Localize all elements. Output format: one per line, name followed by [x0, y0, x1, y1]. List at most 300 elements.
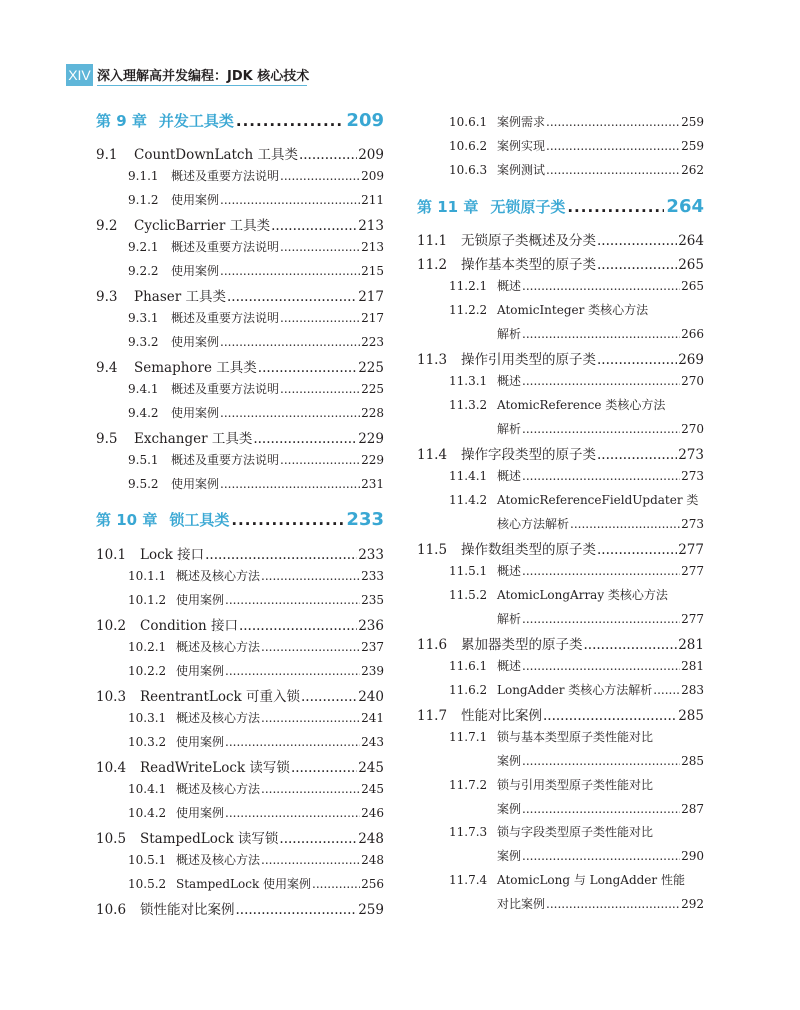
- toc-entry-title: Lock 接口: [140, 547, 205, 563]
- toc-entry-title: 锁工具类: [169, 511, 230, 529]
- toc-page-number: 235: [361, 593, 384, 607]
- toc-page-number: 228: [361, 406, 384, 420]
- toc-entry[interactable]: [96, 875, 384, 895]
- toc-page-number: 245: [361, 782, 384, 796]
- toc-entry-number: 9.1.2: [128, 193, 159, 207]
- toc-entry-number: 10.3.2: [128, 735, 167, 749]
- toc-entry-number: 第 10 章: [96, 511, 158, 529]
- toc-entry-title: 使用案例: [171, 477, 220, 491]
- toc-entry-title: 使用案例: [176, 664, 225, 678]
- toc-leader-dots: [227, 289, 357, 305]
- toc-entry[interactable]: [96, 662, 384, 682]
- toc-chapter-entry[interactable]: [417, 196, 704, 216]
- toc-entry[interactable]: [417, 586, 704, 606]
- toc-leader-dots: [522, 612, 680, 626]
- toc-entry[interactable]: [96, 380, 384, 400]
- toc-entry-title: 锁与字段类型原子类性能对比: [497, 825, 654, 839]
- toc-page-number: 269: [678, 352, 704, 368]
- toc-page-number: 264: [678, 233, 704, 249]
- toc-leader-dots: [597, 257, 677, 273]
- toc-entry[interactable]: [417, 137, 704, 157]
- toc-entry[interactable]: [417, 491, 704, 511]
- toc-entry[interactable]: [96, 356, 384, 376]
- toc-entry-number: 9.2.2: [128, 264, 159, 278]
- toc-leader-dots: [522, 754, 680, 768]
- toc-entry[interactable]: [96, 427, 384, 447]
- toc-leader-dots: [546, 897, 680, 911]
- toc-leader-dots: [225, 735, 360, 749]
- toc-entry[interactable]: [417, 776, 704, 796]
- toc-page-number: 281: [681, 659, 704, 673]
- toc-entry[interactable]: [417, 301, 704, 321]
- toc-entry-title: 使用案例: [171, 264, 220, 278]
- toc-entry[interactable]: [417, 396, 704, 416]
- toc-page-number: 273: [678, 447, 704, 463]
- toc-entry-title: 使用案例: [171, 335, 220, 349]
- toc-entry-number: 10.6.3: [449, 163, 488, 177]
- toc-entry-title: 案例需求: [497, 115, 546, 129]
- toc-entry-title: 概述及重要方法说明: [171, 453, 280, 467]
- toc-entry-title: 概述及重要方法说明: [171, 311, 280, 325]
- toc-leader-dots: [522, 279, 680, 293]
- toc-leader-dots: [597, 447, 677, 463]
- toc-entry-number: 9.5.2: [128, 477, 159, 491]
- toc-entry-title: 案例测试: [497, 163, 546, 177]
- toc-leader-dots: [291, 760, 357, 776]
- toc-leader-dots: [261, 711, 360, 725]
- toc-entry-title: 案例: [497, 754, 522, 768]
- running-header: [66, 64, 310, 86]
- toc-entry[interactable]: [96, 709, 384, 729]
- toc-entry[interactable]: [417, 229, 704, 249]
- toc-leader-dots: [261, 782, 360, 796]
- toc-page-number: 233: [358, 547, 384, 563]
- toc-entry[interactable]: [417, 681, 704, 701]
- toc-entry-title: 性能对比案例: [461, 708, 542, 724]
- toc-entry-title: 核心方法解析: [497, 517, 570, 531]
- toc-page-number: 285: [678, 708, 704, 724]
- toc-entry-continuation[interactable]: [417, 325, 704, 345]
- toc-entry-title: 概述及重要方法说明: [171, 240, 280, 254]
- toc-page-number: 209: [358, 147, 384, 163]
- toc-entry-number: 10.4: [96, 760, 127, 776]
- toc-entry[interactable]: [96, 143, 384, 163]
- toc-entry[interactable]: [417, 161, 704, 181]
- toc-entry[interactable]: [96, 804, 384, 824]
- toc-entry-title: Phaser 工具类: [134, 289, 226, 305]
- toc-entry[interactable]: [96, 733, 384, 753]
- toc-page-number: 266: [681, 327, 704, 341]
- toc-entry[interactable]: [96, 685, 384, 705]
- toc-entry-title: 使用案例: [171, 193, 220, 207]
- toc-entry-title: 解析: [497, 612, 522, 626]
- toc-entry[interactable]: [417, 633, 704, 653]
- toc-entry-number: 10.1: [96, 547, 127, 563]
- toc-entry-number: 9.2: [96, 218, 118, 234]
- toc-leader-dots: [522, 564, 680, 578]
- toc-page-number: 245: [358, 760, 384, 776]
- toc-entry-title: 概述: [497, 469, 522, 483]
- toc-leader-dots: [236, 112, 345, 130]
- toc-entry-title: 案例实现: [497, 139, 546, 153]
- toc-leader-dots: [220, 406, 360, 420]
- toc-leader-dots: [543, 708, 677, 724]
- toc-entry-title: 锁与基本类型原子类性能对比: [497, 730, 654, 744]
- toc-leader-dots: [225, 664, 360, 678]
- toc-entry-title: ReadWriteLock 读写锁: [140, 760, 290, 776]
- toc-page-number: 277: [681, 612, 704, 626]
- toc-entry-number: 11.3.1: [449, 374, 488, 388]
- toc-page-number: 270: [681, 422, 704, 436]
- toc-leader-dots: [567, 198, 664, 216]
- toc-entry-number: 11.2.1: [449, 279, 488, 293]
- toc-leader-dots: [570, 517, 680, 531]
- toc-entry-title: 操作数组类型的原子类: [461, 542, 596, 558]
- toc-entry-continuation[interactable]: [417, 895, 704, 915]
- toc-entry-number: 9.2.1: [128, 240, 159, 254]
- toc-leader-dots: [280, 382, 360, 396]
- toc-entry[interactable]: [96, 404, 384, 424]
- toc-leader-dots: [522, 422, 680, 436]
- toc-leader-dots: [231, 511, 344, 529]
- toc-entry[interactable]: [96, 285, 384, 305]
- toc-entry-number: 11.7.3: [449, 825, 488, 839]
- toc-entry[interactable]: [96, 191, 384, 211]
- toc-entry-number: 10.5.2: [128, 877, 167, 891]
- toc-page-number: 231: [361, 477, 384, 491]
- toc-entry-number: 11.7.4: [449, 873, 488, 887]
- toc-entry-title: 解析: [497, 422, 522, 436]
- toc-page-number: 229: [358, 431, 384, 447]
- toc-entry-continuation[interactable]: [417, 752, 704, 772]
- toc-entry-title: CountDownLatch 工具类: [134, 147, 298, 163]
- toc-entry-title: 解析: [497, 327, 522, 341]
- toc-entry-title: 锁性能对比案例: [140, 902, 235, 918]
- toc-entry-number: 10.4.1: [128, 782, 167, 796]
- toc-entry-title: 累加器类型的原子类: [461, 637, 583, 653]
- toc-entry[interactable]: [96, 214, 384, 234]
- toc-entry-title: 无锁原子类: [490, 198, 566, 216]
- toc-page-number: 270: [681, 374, 704, 388]
- toc-page-number: 283: [681, 683, 704, 697]
- toc-entry-title: 使用案例: [171, 406, 220, 420]
- toc-entry-title: 操作字段类型的原子类: [461, 447, 596, 463]
- toc-page-number: 259: [358, 902, 384, 918]
- toc-page-number: 215: [361, 264, 384, 278]
- toc-entry[interactable]: [417, 823, 704, 843]
- toc-entry-number: 10.6.2: [449, 139, 488, 153]
- toc-entry[interactable]: [96, 543, 384, 563]
- toc-page-number: 209: [346, 110, 384, 131]
- toc-page-number: 239: [361, 664, 384, 678]
- toc-entry-title: AtomicLong 与 LongAdder 性能: [497, 873, 685, 887]
- toc-page-number: 233: [361, 569, 384, 583]
- toc-entry-title: 使用案例: [176, 735, 225, 749]
- toc-entry-number: 10.1.1: [128, 569, 167, 583]
- toc-leader-dots: [261, 853, 360, 867]
- toc-entry-number: 11.6.2: [449, 683, 488, 697]
- toc-leader-dots: [653, 683, 680, 697]
- toc-entry-title: ReentrantLock 可重入锁: [140, 689, 301, 705]
- toc-entry-title: 概述: [497, 564, 522, 578]
- toc-entry-continuation[interactable]: [417, 610, 704, 630]
- toc-page-number: 217: [361, 311, 384, 325]
- toc-entry[interactable]: [96, 614, 384, 634]
- toc-page-number: 223: [361, 335, 384, 349]
- toc-page-number: 281: [678, 637, 704, 653]
- toc-entry-title: 使用案例: [176, 593, 225, 607]
- toc-chapter-entry[interactable]: [96, 110, 384, 130]
- toc-entry-continuation[interactable]: [417, 800, 704, 820]
- toc-leader-dots: [261, 640, 360, 654]
- toc-leader-dots: [522, 469, 680, 483]
- toc-entry-number: 9.1.1: [128, 169, 159, 183]
- toc-entry[interactable]: [417, 348, 704, 368]
- toc-leader-dots: [522, 802, 680, 816]
- toc-entry-title: 并发工具类: [158, 112, 234, 130]
- toc-entry-title: 对比案例: [497, 897, 546, 911]
- toc-leader-dots: [279, 831, 357, 847]
- toc-entry-title: 概述: [497, 659, 522, 673]
- toc-entry[interactable]: [96, 167, 384, 187]
- toc-entry-number: 11.6: [417, 637, 448, 653]
- toc-entry[interactable]: [417, 372, 704, 392]
- toc-entry-title: 概述及核心方法: [176, 640, 261, 654]
- toc-entry-title: 概述: [497, 279, 522, 293]
- toc-entry-number: 10.2: [96, 618, 127, 634]
- toc-page-number: 211: [361, 193, 384, 207]
- toc-leader-dots: [220, 193, 360, 207]
- toc-entry-number: 9.1: [96, 147, 118, 163]
- toc-page-number: 213: [358, 218, 384, 234]
- toc-entry-number: 9.4.1: [128, 382, 159, 396]
- toc-entry-number: 10.3.1: [128, 711, 167, 725]
- toc-entry[interactable]: [417, 253, 704, 273]
- toc-entry-number: 11.3: [417, 352, 448, 368]
- toc-entry-number: 9.4: [96, 360, 118, 376]
- toc-leader-dots: [225, 806, 360, 820]
- toc-entry-title: Condition 接口: [140, 618, 238, 634]
- toc-entry[interactable]: [96, 591, 384, 611]
- toc-leader-dots: [280, 240, 360, 254]
- toc-leader-dots: [258, 360, 357, 376]
- toc-entry-title: 无锁原子类概述及分类: [461, 233, 596, 249]
- toc-entry[interactable]: [417, 704, 704, 724]
- toc-leader-dots: [220, 477, 360, 491]
- toc-entry-number: 9.3.1: [128, 311, 159, 325]
- toc-entry-title: 操作基本类型的原子类: [461, 257, 596, 273]
- toc-page-number: 225: [361, 382, 384, 396]
- toc-page-number: 240: [358, 689, 384, 705]
- toc-entry[interactable]: [417, 277, 704, 297]
- toc-page-number: 290: [681, 849, 704, 863]
- toc-entry[interactable]: [417, 728, 704, 748]
- toc-entry-number: 10.5: [96, 831, 127, 847]
- toc-entry-number: 9.5: [96, 431, 118, 447]
- toc-entry-number: 9.4.2: [128, 406, 159, 420]
- toc-entry-title: 案例: [497, 849, 522, 863]
- toc-page-number: 217: [358, 289, 384, 305]
- toc-page-number: 259: [681, 139, 704, 153]
- toc-entry[interactable]: [96, 756, 384, 776]
- toc-entry[interactable]: [417, 113, 704, 133]
- toc-entry-number: 11.3.2: [449, 398, 488, 412]
- book-title: 深入理解高并发编程：JDK 核心技术: [97, 69, 310, 84]
- toc-entry-title: 案例: [497, 802, 522, 816]
- toc-entry-number: 11.2.2: [449, 303, 488, 317]
- toc-leader-dots: [225, 593, 360, 607]
- toc-entry-number: 11.4.2: [449, 493, 488, 507]
- toc-entry[interactable]: [417, 657, 704, 677]
- toc-page-number: 273: [681, 517, 704, 531]
- toc-entry-number: 11.7.2: [449, 778, 488, 792]
- toc-page-number: 209: [361, 169, 384, 183]
- toc-entry-number: 10.2.1: [128, 640, 167, 654]
- toc-entry-number: 10.6.1: [449, 115, 488, 129]
- toc-leader-dots: [522, 849, 680, 863]
- toc-entry-number: 10.1.2: [128, 593, 167, 607]
- toc-leader-dots: [236, 902, 358, 918]
- toc-entry[interactable]: [96, 780, 384, 800]
- toc-entry-title: 概述及重要方法说明: [171, 169, 280, 183]
- toc-entry[interactable]: [96, 262, 384, 282]
- toc-entry-title: 概述: [497, 374, 522, 388]
- toc-entry[interactable]: [417, 538, 704, 558]
- toc-entry-continuation[interactable]: [417, 515, 704, 535]
- page-number-badge: XIV: [66, 64, 93, 86]
- toc-entry-title: AtomicInteger 类核心方法: [497, 303, 649, 317]
- toc-entry-number: 11.5.2: [449, 588, 488, 602]
- toc-page-number: 277: [681, 564, 704, 578]
- toc-entry[interactable]: [96, 567, 384, 587]
- toc-page-number: 292: [681, 897, 704, 911]
- toc-entry-number: 10.3: [96, 689, 127, 705]
- toc-entry-continuation[interactable]: [417, 847, 704, 867]
- toc-entry[interactable]: [417, 871, 704, 891]
- toc-entry-title: 概述及核心方法: [176, 782, 261, 796]
- toc-entry-title: StampedLock 使用案例: [176, 877, 312, 891]
- toc-leader-dots: [312, 877, 360, 891]
- toc-entry[interactable]: [417, 443, 704, 463]
- toc-entry-number: 9.3.2: [128, 335, 159, 349]
- toc-entry-number: 11.5: [417, 542, 448, 558]
- toc-leader-dots: [546, 139, 680, 153]
- toc-entry-title: AtomicLongArray 类核心方法: [497, 588, 668, 602]
- toc-entry[interactable]: [96, 827, 384, 847]
- toc-leader-dots: [597, 352, 677, 368]
- toc-entry-title: 使用案例: [176, 806, 225, 820]
- toc-page-number: 287: [681, 802, 704, 816]
- toc-entry[interactable]: [417, 467, 704, 487]
- toc-entry[interactable]: [96, 309, 384, 329]
- toc-page-number: 277: [678, 542, 704, 558]
- toc-entry[interactable]: [96, 333, 384, 353]
- toc-leader-dots: [239, 618, 357, 634]
- toc-entry-number: 11.7: [417, 708, 448, 724]
- toc-page-number: 233: [346, 509, 384, 530]
- toc-entry-number: 11.7.1: [449, 730, 488, 744]
- toc-entry-number: 9.3: [96, 289, 118, 305]
- toc-entry-title: Semaphore 工具类: [134, 360, 257, 376]
- toc-entry[interactable]: [96, 851, 384, 871]
- toc-entry-title: LongAdder 类核心方法解析: [497, 683, 653, 697]
- toc-chapter-entry[interactable]: [96, 509, 384, 529]
- toc-entry[interactable]: [96, 238, 384, 258]
- toc-page-number: 248: [358, 831, 384, 847]
- toc-page-number: 213: [361, 240, 384, 254]
- toc-leader-dots: [280, 453, 360, 467]
- toc-entry[interactable]: [96, 638, 384, 658]
- toc-leader-dots: [546, 163, 680, 177]
- toc-entry-title: AtomicReference 类核心方法: [497, 398, 666, 412]
- toc-entry-title: 概述及核心方法: [176, 569, 261, 583]
- toc-entry-title: StampedLock 读写锁: [140, 831, 279, 847]
- toc-leader-dots: [205, 547, 357, 563]
- toc-page-number: 259: [681, 115, 704, 129]
- toc-page-number: 248: [361, 853, 384, 867]
- toc-page-number: 265: [678, 257, 704, 273]
- toc-entry-number: 10.6: [96, 902, 127, 918]
- toc-leader-dots: [522, 327, 680, 341]
- toc-leader-dots: [584, 637, 678, 653]
- toc-page-number: 264: [666, 196, 704, 217]
- toc-page-number: 273: [681, 469, 704, 483]
- toc-leader-dots: [597, 233, 677, 249]
- toc-leader-dots: [220, 264, 360, 278]
- toc-page-number: 237: [361, 640, 384, 654]
- toc-entry-title: 概述及核心方法: [176, 711, 261, 725]
- toc-entry-continuation[interactable]: [417, 420, 704, 440]
- toc-leader-dots: [220, 335, 360, 349]
- toc-page-number: 243: [361, 735, 384, 749]
- toc-entry-number: 11.4: [417, 447, 448, 463]
- toc-page-number: 241: [361, 711, 384, 725]
- toc-entry-title: 操作引用类型的原子类: [461, 352, 596, 368]
- toc-entry-title: Exchanger 工具类: [134, 431, 253, 447]
- header-rule: [97, 85, 307, 86]
- toc-entry-number: 第 11 章: [417, 198, 479, 216]
- toc-entry-number: 11.5.1: [449, 564, 488, 578]
- toc-entry-number: 11.6.1: [449, 659, 488, 673]
- toc-leader-dots: [299, 147, 357, 163]
- toc-page-number: 229: [361, 453, 384, 467]
- toc-entry-title: 概述及重要方法说明: [171, 382, 280, 396]
- toc-entry-number: 11.2: [417, 257, 448, 273]
- toc-page-number: 225: [358, 360, 384, 376]
- toc-page-number: 256: [361, 877, 384, 891]
- toc-leader-dots: [522, 374, 680, 388]
- toc-entry[interactable]: [417, 562, 704, 582]
- toc-leader-dots: [301, 689, 357, 705]
- toc-leader-dots: [261, 569, 360, 583]
- toc-entry-title: AtomicReferenceFieldUpdater 类: [497, 493, 699, 507]
- toc-entry[interactable]: [96, 898, 384, 918]
- toc-entry-number: 11.4.1: [449, 469, 488, 483]
- toc-entry-title: 概述及核心方法: [176, 853, 261, 867]
- toc-leader-dots: [597, 542, 677, 558]
- toc-page-number: 246: [361, 806, 384, 820]
- toc-entry-number: 9.5.1: [128, 453, 159, 467]
- toc-leader-dots: [280, 169, 360, 183]
- toc-page-number: 236: [358, 618, 384, 634]
- toc-entry-number: 10.2.2: [128, 664, 167, 678]
- toc-entry-title: 锁与引用类型原子类性能对比: [497, 778, 654, 792]
- toc-page-number: 265: [681, 279, 704, 293]
- toc-page-number: 285: [681, 754, 704, 768]
- toc-entry[interactable]: [96, 475, 384, 495]
- toc-entry[interactable]: [96, 451, 384, 471]
- toc-leader-dots: [522, 659, 680, 673]
